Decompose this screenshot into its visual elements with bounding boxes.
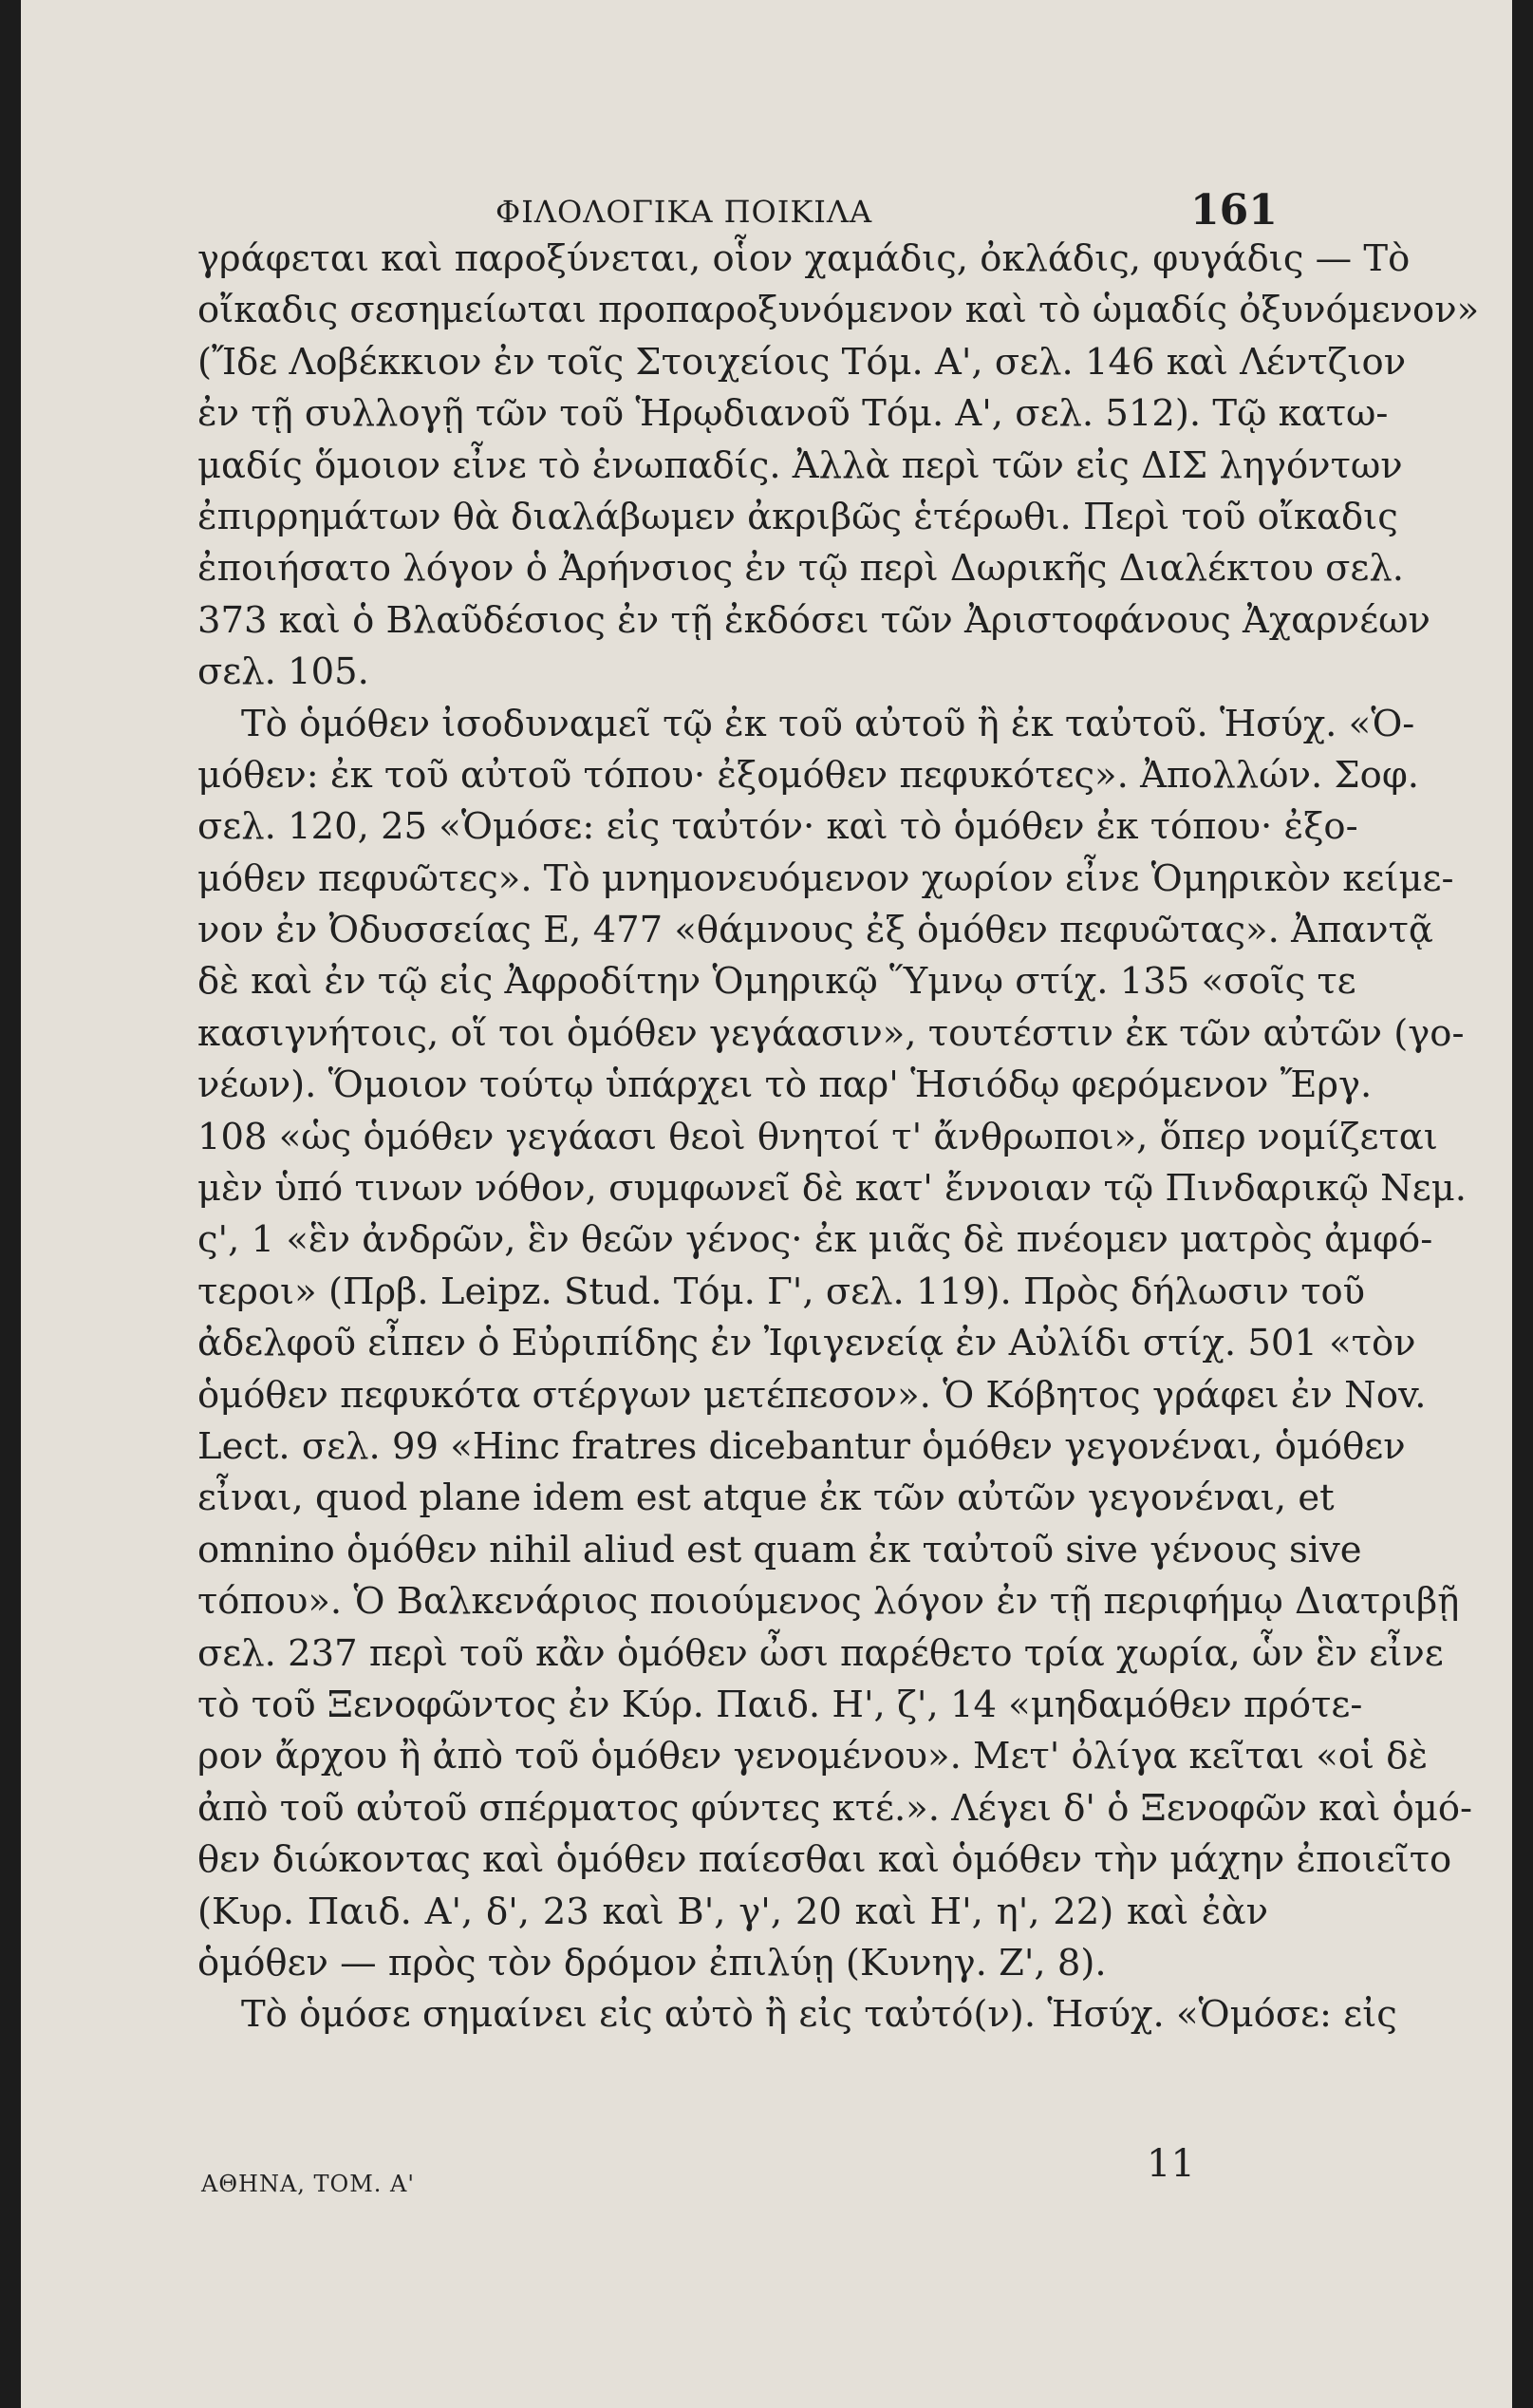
- text-line: τεροι» (Πρβ. Leipz. Stud. Τόμ. Γ', σελ. 119). Πρὸς δήλωσιν τοῦ: [197, 1270, 1366, 1313]
- signature-mark: ΑΘΗΝΑ, ΤΟΜ. Α': [201, 2171, 415, 2197]
- page-header: [21, 186, 1512, 239]
- text-line: νον ἐν Ὀδυσσείας Ε, 477 «θάμνους ἐξ ὁμόθεν πεφυῶτας». Ἀπαντᾷ: [197, 909, 1433, 952]
- text-line: ς', 1 «ἓν ἀνδρῶν, ἓν θεῶν γένος· ἐκ μιᾶς δὲ πνέομεν ματρὸς ἀμφό-: [197, 1218, 1433, 1262]
- text-line: ρον ἄρχου ἢ ἀπὸ τοῦ ὁμόθεν γενομένου». Μετ' ὀλίγα κεῖται «οἱ δὲ: [197, 1735, 1429, 1778]
- text-line: ὁμόθεν πεφυκότα στέργων μετέπεσον». Ὁ Κόβητος γράφει ἐν Nov.: [197, 1373, 1427, 1417]
- text-line: σελ. 105.: [197, 650, 369, 694]
- text-line: σελ. 120, 25 «Ὁμόσε: εἰς ταὐτόν· καὶ τὸ ὁμόθεν ἐκ τόπου· ἐξο-: [197, 805, 1358, 849]
- text-line: κασιγνήτοις, οἵ τοι ὁμόθεν γεγάασιν», τουτέστιν ἐκ τῶν αὐτῶν (γο-: [197, 1011, 1465, 1055]
- text-line: ἀπὸ τοῦ αὐτοῦ σπέρματος φύντες κτέ.». Λέγει δ' ὁ Ξενοφῶν καὶ ὁμό-: [197, 1786, 1473, 1830]
- text-line: Τὸ ὁμόσε σημαίνει εἰς αὐτὸ ἢ εἰς ταὐτό(ν). Ἡσύχ. «Ὁμόσε: εἰς: [241, 1993, 1397, 2037]
- page-number: 161: [1190, 186, 1278, 235]
- sheet-number: 11: [1147, 2142, 1195, 2186]
- text-line: σελ. 237 περὶ τοῦ κἂν ὁμόθεν ὦσι παρέθετο τρία χωρία, ὧν ἓν εἶνε: [197, 1631, 1444, 1675]
- text-line: ὁμόθεν — πρὸς τὸν δρόμον ἐπιλύῃ (Κυνηγ. Ζ', 8).: [197, 1941, 1107, 1985]
- text-line: οἴκαδις σεσημείωται προπαροξυνόμενον καὶ τὸ ὡμαδίς ὀξυνόμενον»: [197, 289, 1480, 332]
- text-line: θεν διώκοντας καὶ ὁμόθεν παίεσθαι καὶ ὁμόθεν τὴν μάχην ἐποιεῖτο: [197, 1838, 1452, 1882]
- text-line: δὲ καὶ ἐν τῷ εἰς Ἀφροδίτην Ὁμηρικῷ Ὕμνῳ στίχ. 135 «σοῖς τε: [197, 960, 1356, 1004]
- text-line: τόπου». Ὁ Βαλκενάριος ποιούμενος λόγον ἐν τῇ περιφήμῳ Διατριβῇ: [197, 1580, 1460, 1624]
- text-line: μόθεν: ἐκ τοῦ αὐτοῦ τόπου· ἐξομόθεν πεφυκότες». Ἀπολλών. Σοφ.: [197, 753, 1420, 797]
- text-line: μὲν ὑπό τινων νόθον, συμφωνεῖ δὲ κατ' ἔννοιαν τῷ Πινδαρικῷ Νεμ.: [197, 1167, 1467, 1211]
- text-line: Τὸ ὁμόθεν ἰσοδυναμεῖ τῷ ἐκ τοῦ αὐτοῦ ἢ ἐκ ταὐτοῦ. Ἡσύχ. «Ὁ-: [241, 702, 1415, 745]
- text-line: μαδίς ὅμοιον εἶνε τὸ ἐνωπαδίς. Ἀλλὰ περὶ τῶν εἰς ΔΙΣ ληγόντων: [197, 443, 1403, 487]
- text-line: omnino ὁμόθεν nihil aliud est quam ἐκ ταὐτοῦ sive γένους sive: [197, 1528, 1362, 1571]
- text-line: ἐν τῇ συλλογῇ τῶν τοῦ Ἡρῳδιανοῦ Τόμ. Α', σελ. 512). Τῷ κατω-: [197, 392, 1389, 436]
- running-title: ΦΙΛΟΛΟΓΙΚΑ ΠΟΙΚΙΛΑ: [495, 194, 873, 230]
- text-line: ἐποιήσατο λόγον ὁ Ἀρήνσιος ἐν τῷ περὶ Δωρικῆς Διαλέκτου σελ.: [197, 547, 1404, 591]
- page-footer: [21, 2142, 1512, 2218]
- text-line: νέων). Ὅμοιον τούτῳ ὑπάρχει τὸ παρ' Ἡσιόδῳ φερόμενον Ἔργ.: [197, 1063, 1373, 1107]
- text-line: μόθεν πεφυῶτες». Τὸ μνημονευόμενον χωρίον εἶνε Ὁμηρικὸν κείμε-: [197, 856, 1454, 900]
- text-line: (Ἴδε Λοβέκκιον ἐν τοῖς Στοιχείοις Τόμ. Α', σελ. 146 καὶ Λέντζιον: [197, 340, 1407, 384]
- text-line: τὸ τοῦ Ξενοφῶντος ἐν Κύρ. Παιδ. Η', ζ', 14 «μηδαμόθεν πρότε-: [197, 1683, 1363, 1726]
- text-line: 108 «ὡς ὁμόθεν γεγάασι θεοὶ θνητοί τ' ἄνθρωποι», ὅπερ νομίζεται: [197, 1115, 1438, 1158]
- text-line: 373 καὶ ὁ Βλαῦδέσιος ἐν τῇ ἐκδόσει τῶν Ἀριστοφάνους Ἀχαρνέων: [197, 598, 1430, 642]
- book-page: [21, 0, 1512, 2408]
- text-line: γράφεται καὶ παροξύνεται, οἷον χαμάδις, ὀκλάδις, φυγάδις — Τὸ: [197, 237, 1411, 280]
- text-line: ἀδελφοῦ εἶπεν ὁ Εὐριπίδης ἐν Ἰφιγενείᾳ ἐν Αὐλίδι στίχ. 501 «τὸν: [197, 1322, 1416, 1365]
- text-line: (Κυρ. Παιδ. Α', δ', 23 καὶ Β', γ', 20 καὶ Η', η', 22) καὶ ἐὰν: [197, 1890, 1268, 1933]
- text-line: εἶναι, quod plane idem est atque ἐκ τῶν αὐτῶν γεγονέναι, et: [197, 1477, 1335, 1520]
- text-line: Lect. σελ. 99 «Hinc fratres dicebantur ὁμόθεν γεγονέναι, ὁμόθεν: [197, 1424, 1406, 1468]
- body-text: [197, 234, 1480, 2041]
- text-line: ἐπιρρημάτων θὰ διαλάβωμεν ἀκριβῶς ἑτέρωθι. Περὶ τοῦ οἴκαδις: [197, 495, 1398, 538]
